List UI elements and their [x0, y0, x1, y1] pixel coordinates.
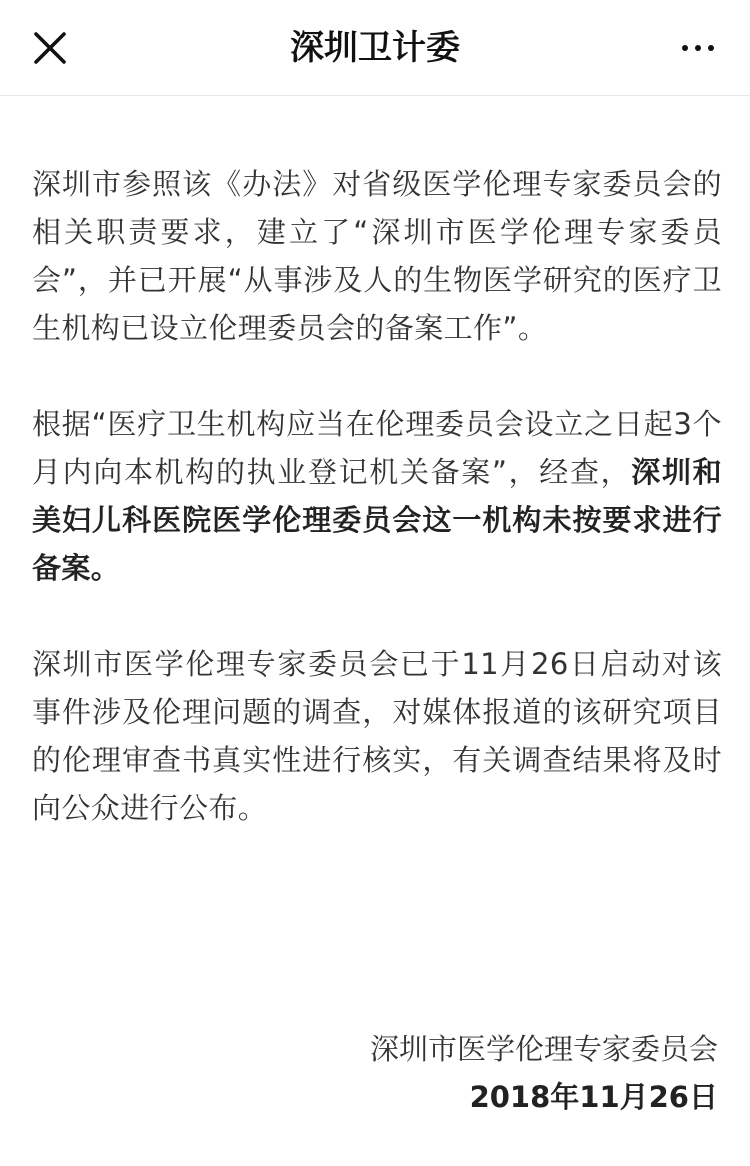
article-paragraph-1: 深圳市参照该《办法》对省级医学伦理专家委员会的相关职责要求，建立了“深圳市医学伦理专家委员会”，并已开展“从事涉及人的生物医学研究的医疗卫生机构已设立伦理委员会的备案工作”。 [32, 167, 722, 345]
more-options-button[interactable] [670, 24, 726, 72]
paragraph-2-text: 根据“医疗卫生机构应当在伦理委员会设立之日起3个月内向本机构的执业登记机关备案”，经查， [32, 407, 722, 489]
signature-organization: 深圳市医学伦理专家委员会 [369, 1032, 718, 1066]
article-paragraph-2 [32, 400, 722, 592]
page-title: 深圳卫计委 [290, 28, 460, 68]
article-paragraph-3: 深圳市医学伦理专家委员会已于11月26日启动对该事件涉及伦理问题的调查，对媒体报道的该研究项目的伦理审查书真实性进行核实，有关调查结果将及时向公众进行公布。 [32, 647, 722, 825]
signature-block [370, 1025, 718, 1121]
more-horizontal-icon [682, 45, 714, 51]
signature-date: 2018年11月26日 [469, 1080, 718, 1114]
article-body [32, 160, 722, 832]
close-button[interactable] [26, 24, 74, 72]
paragraph-2-bold-text: 深圳和美妇儿科医院医学伦理委员会这一机构未按要求进行备案。 [32, 455, 723, 585]
close-icon [33, 31, 67, 65]
top-bar [0, 0, 750, 96]
